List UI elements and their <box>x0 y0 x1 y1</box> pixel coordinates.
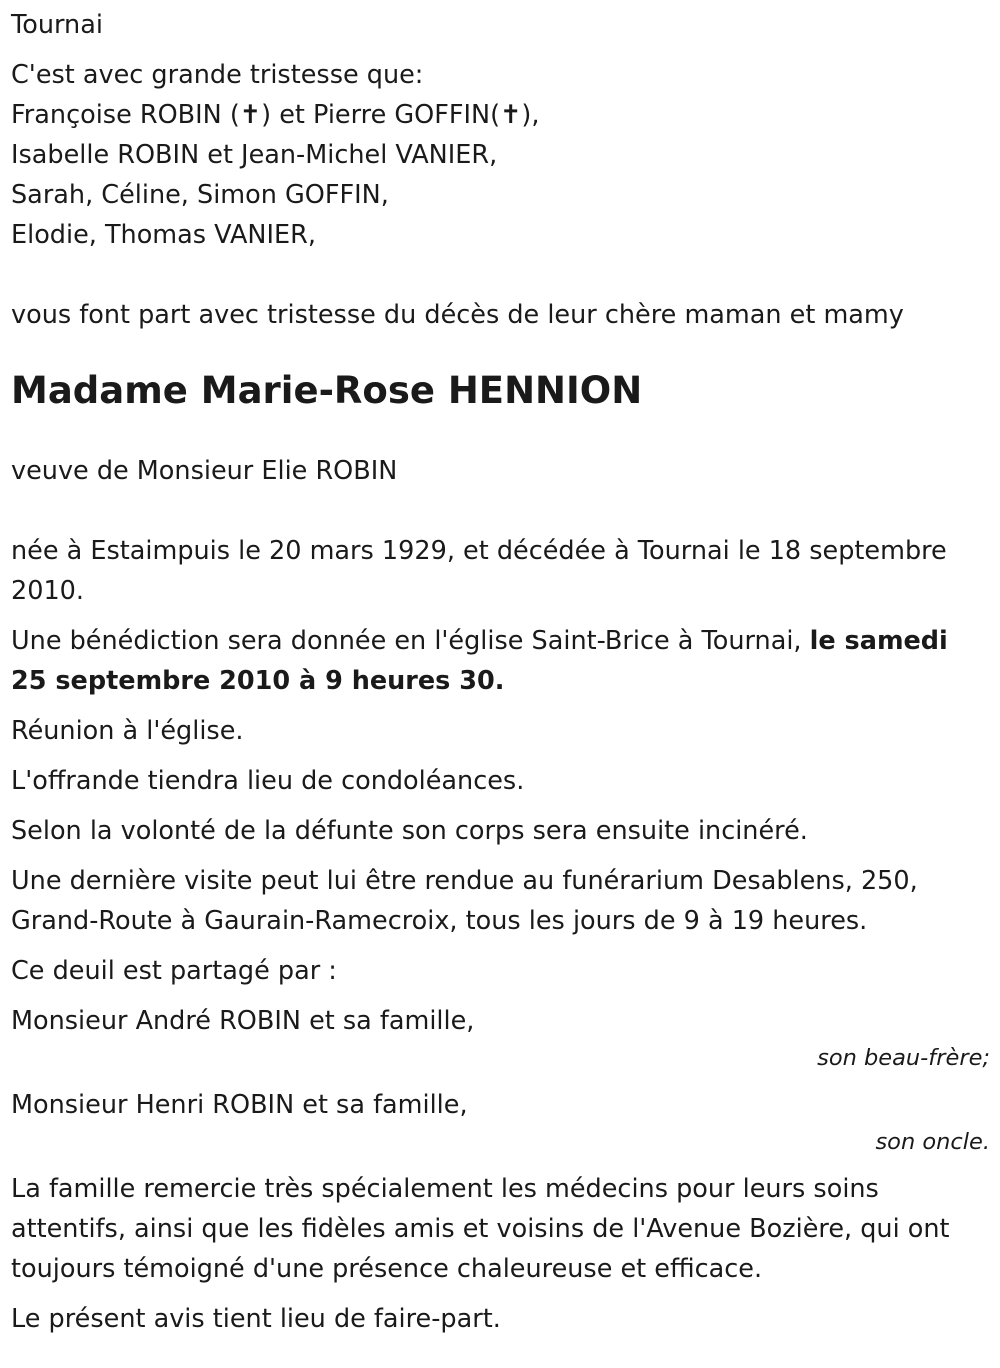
thanks-line: La famille remercie très spécialement les médecins pour leurs soins <box>11 1174 879 1204</box>
ceremony-date-bold: 25 septembre 2010 à 9 heures 30. <box>11 666 505 696</box>
family-member: Sarah, Céline, Simon GOFFIN, <box>11 180 389 210</box>
thanks-line: toujours témoigné d'une présence chaleureuse et efficace. <box>11 1254 763 1284</box>
closing-note: Le présent avis tient lieu de faire-part. <box>11 1304 501 1334</box>
ceremony-line <box>11 621 990 661</box>
deceased-name: Madame Marie-Rose HENNION <box>11 369 643 412</box>
spacer <box>11 491 990 531</box>
spacer <box>11 255 990 295</box>
ceremony-line <box>11 661 990 701</box>
mourner-name: Monsieur Henri ROBIN et sa famille, <box>11 1090 468 1120</box>
shared-by-heading: Ce deuil est partagé par : <box>11 956 337 986</box>
mourner-relation: son beau-frère; <box>817 1045 990 1071</box>
ceremony-text: Une bénédiction sera donnée en l'église Saint-Brice à Tournai, <box>11 626 810 656</box>
family-member: Isabelle ROBIN et Jean-Michel VANIER, <box>11 140 498 170</box>
visit-line: Une dernière visite peut lui être rendue au funérarium Desablens, 250, <box>11 866 918 896</box>
birth-death-line: 2010. <box>11 576 85 606</box>
thanks-message <box>11 1169 990 1289</box>
thanks-line: attentifs, ainsi que les fidèles amis et voisins de l'Avenue Bozière, qui ont <box>11 1214 950 1244</box>
ceremony-info <box>11 621 990 701</box>
mourner-entry <box>11 1085 990 1159</box>
announcement: vous font part avec tristesse du décès de leur chère maman et mamy <box>11 300 904 330</box>
birth-death-line: née à Estaimpuis le 20 mars 1929, et décédée à Tournai le 18 septembre <box>11 536 947 566</box>
family-member: Elodie, Thomas VANIER, <box>11 220 316 250</box>
widow-of: veuve de Monsieur Elie ROBIN <box>11 456 398 486</box>
meeting-info: Réunion à l'église. <box>11 716 244 746</box>
mourner-entry <box>11 1001 990 1075</box>
ceremony-date-bold: le samedi <box>809 626 948 656</box>
mourner-name: Monsieur André ROBIN et sa famille, <box>11 1006 475 1036</box>
visit-info <box>11 861 990 941</box>
birth-death-dates <box>11 531 990 611</box>
place: Tournai <box>11 10 103 40</box>
intro-text: C'est avec grande tristesse que: <box>11 60 424 90</box>
family-member: Françoise ROBIN (✝) et Pierre GOFFIN(✝), <box>11 100 540 130</box>
visit-line: Grand-Route à Gaurain-Ramecroix, tous les jours de 9 à 19 heures. <box>11 906 868 936</box>
cremation-info: Selon la volonté de la défunte son corps sera ensuite incinéré. <box>11 816 808 846</box>
family-list <box>11 95 990 255</box>
offering-info: L'offrande tiendra lieu de condoléances. <box>11 766 525 796</box>
mourner-relation: son oncle. <box>875 1129 990 1155</box>
